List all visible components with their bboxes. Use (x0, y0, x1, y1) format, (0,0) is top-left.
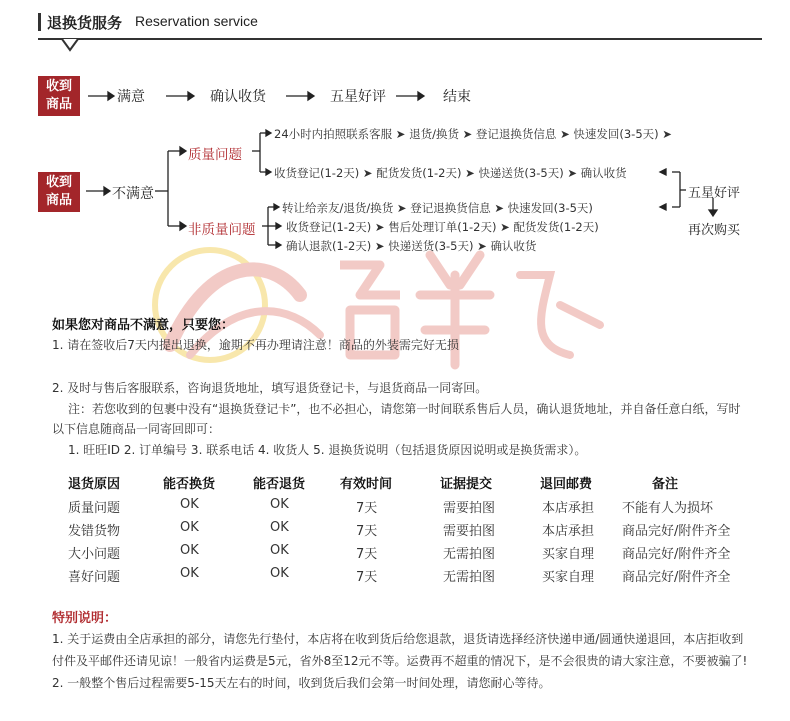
table-cell: 商品完好/附件齐全 (622, 547, 731, 562)
table-cell: 质量问题 (68, 501, 121, 516)
buy-again: 再次购买 (688, 223, 741, 238)
table-cell: OK (270, 497, 289, 512)
table-cell: 需要拍图 (443, 501, 496, 516)
table-header-valid-time: 有效时间 (340, 477, 393, 492)
received-goods-box-1: 收到 商品 (38, 76, 80, 116)
table-header-return: 能否退货 (253, 477, 306, 492)
table-cell: 本店承担 (542, 524, 595, 539)
table-cell: 商品完好/附件齐全 (622, 570, 731, 585)
table-header-remark: 备注 (652, 477, 679, 492)
table-cell: OK (180, 543, 199, 558)
table-cell: 无需拍图 (443, 570, 496, 585)
table-cell: 7天 (356, 547, 378, 562)
table-cell: 大小问题 (68, 547, 121, 562)
note-line-1: 注：若您收到的包裹中没有“退换货登记卡”，也不必担心，请您第一时间联系售后人员，确认退货地址，并自备任意白纸，写时 (68, 402, 741, 416)
flow1-step-end: 结束 (443, 89, 471, 105)
table-cell: 不能有人为损坏 (622, 501, 714, 516)
instruction-2: 2. 及时与售后客服联系，咨询退货地址，填写退货登记卡，与退货商品一同寄回。 (52, 381, 488, 395)
table-cell: OK (270, 520, 289, 535)
note-line-2: 以下信息随商品一同寄回即可： (52, 422, 221, 436)
table-cell: 商品完好/附件齐全 (622, 524, 731, 539)
non-quality-issue-label: 非质量问题 (188, 222, 256, 238)
five-star-review: 五星好评 (688, 186, 741, 201)
page-title-english: Reservation service (135, 13, 258, 29)
non-quality-row2: 收货登记(1-2天) ➤ 售后处理订单(1-2天) ➤ 配货发货(1-2天) (286, 220, 599, 234)
table-cell: 7天 (356, 570, 378, 585)
quality-row1: 24小时内拍照联系客服 ➤ 退货/换货 ➤ 登记退换货信息 ➤ 快速发回(3-5天) ➤ (274, 127, 672, 141)
table-header-evidence: 证据提交 (440, 477, 493, 492)
table-cell: 本店承担 (542, 501, 595, 516)
flow1-step-satisfied: 满意 (117, 89, 145, 105)
table-cell: 喜好问题 (68, 570, 121, 585)
received-goods-box-2: 收到 商品 (38, 172, 80, 212)
page-title: 退换货服务 (47, 14, 123, 32)
table-cell: 买家自理 (542, 547, 595, 562)
instruction-1: 1. 请在签收后7天内提出退换，逾期不再办理请注意！商品的外装需完好无损 (52, 338, 459, 352)
non-quality-row3: 确认退款(1-2天) ➤ 快递送货(3-5天) ➤ 确认收货 (286, 239, 537, 253)
table-cell: OK (180, 520, 199, 535)
quality-issue-label: 质量问题 (188, 147, 242, 163)
table-cell: 7天 (356, 501, 378, 516)
quality-row2: 收货登记(1-2天) ➤ 配货发货(1-2天) ➤ 快递送货(3-5天) ➤ 确认收货 (274, 166, 627, 180)
unsatisfied-section-title: 如果您对商品不满意，只要您： (52, 318, 235, 333)
table-header-exchange: 能否换货 (163, 477, 216, 492)
non-quality-row1: 转让给亲友/退货/换货 ➤ 登记退换货信息 ➤ 快速发回(3-5天) (282, 201, 593, 215)
special-note-1-line1: 1. 关于运费由全店承担的部分，请您先行垫付，本店将在收到货后给您退款，退货请选择经济快递申通/圆通快递退回，本店拒收到 (52, 632, 744, 646)
flow1-step-five-star: 五星好评 (330, 89, 386, 105)
flow1-step-confirm: 确认收货 (210, 89, 266, 105)
table-header-postage: 退回邮费 (540, 477, 593, 492)
table-cell: OK (270, 566, 289, 581)
table-cell: OK (180, 566, 199, 581)
table-header-reason: 退货原因 (68, 477, 121, 492)
special-notes-title: 特别说明： (52, 611, 118, 626)
table-cell: OK (270, 543, 289, 558)
required-fields: 1. 旺旺ID 2. 订单编号 3. 联系电话 4. 收货人 5. 退换货说明（包括退货原因说明或是换货需求）。 (68, 443, 587, 457)
table-cell: 发错货物 (68, 524, 121, 539)
flow2-unsatisfied: 不满意 (112, 186, 154, 202)
special-note-2: 2. 一般整个售后过程需要5-15天左右的时间，收到货后我们会第一时间处理，请您耐心等待。 (52, 676, 551, 690)
table-cell: OK (180, 497, 199, 512)
special-note-1-line2: 付件及平邮件还请见谅！一般省内运费是5元，省外8至12元不等。运费再不超重的情况下，是不会很贵的请大家注意，不要被骗了! (52, 654, 748, 668)
table-cell: 买家自理 (542, 570, 595, 585)
table-cell: 需要拍图 (443, 524, 496, 539)
table-cell: 7天 (356, 524, 378, 539)
table-cell: 无需拍图 (443, 547, 496, 562)
